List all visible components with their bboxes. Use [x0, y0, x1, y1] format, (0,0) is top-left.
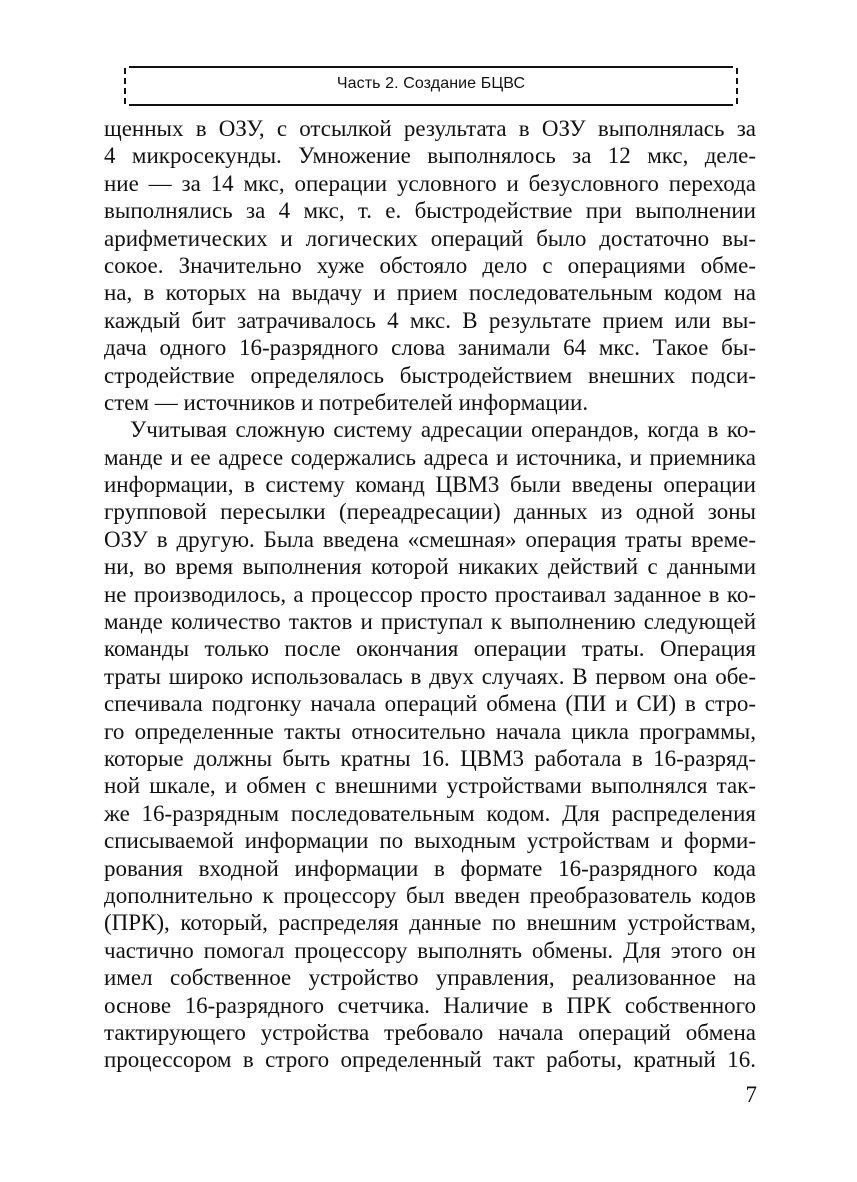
- header-rule-top: [129, 66, 733, 68]
- page-number: 7: [745, 1082, 757, 1107]
- text-line: манде количество тактов и приступал к выполнению следующей: [104, 609, 756, 635]
- body-text: [104, 115, 756, 1074]
- text-line: щенных в ОЗУ, с отсылкой результата в ОЗУ выполнялась за: [104, 116, 756, 141]
- text-line: списываемой информации по выходным устройствам и форми-: [104, 828, 756, 854]
- text-line: сокое. Значительно хуже обстояло дело с операциями обме-: [104, 252, 756, 278]
- paragraph-2: [104, 416, 756, 1073]
- text-line: не производилось, а процессор просто простаивал заданное в ко-: [104, 581, 756, 607]
- text-line: процессором в строго определенный такт работы, кратный 16.: [104, 1047, 756, 1073]
- header-rule-bottom: [129, 104, 733, 106]
- text-line: ние — за 14 мкс, операции условного и безусловного перехода: [104, 170, 756, 196]
- text-line: на, в которых на выдачу и прием последовательным кодом на: [104, 280, 756, 306]
- text-line: траты широко использовалась в двух случаях. В первом она обе-: [104, 663, 756, 689]
- text-line: дополнительно к процессору был введен преобразователь кодов: [104, 882, 756, 908]
- running-header: [124, 66, 738, 106]
- text-line: го определенные такты относительно начала цикла программы,: [104, 718, 756, 744]
- text-line: Учитывая сложную систему адресации операндов, когда в ко-: [130, 417, 756, 443]
- text-line: спечивала подгонку начала операций обмена (ПИ и СИ) в стро-: [104, 691, 756, 717]
- text-line: ОЗУ в другую. Была введена «смешная» операция траты време-: [104, 526, 756, 552]
- text-line: дача одного 16-разрядного слова занимали 64 мкс. Такое бы-: [104, 335, 756, 361]
- text-line: имел собственное устройство управления, реализованное на: [104, 965, 756, 991]
- text-line: тактирующего устройства требовало начала операций обмена: [104, 1019, 756, 1045]
- text-line: рования входной информации в формате 16-разрядного кода: [104, 855, 756, 881]
- text-line: команды только после окончания операции траты. Операция: [104, 636, 756, 662]
- text-line: стем — источников и потребителей информации.: [104, 389, 589, 415]
- text-line: же 16-разрядным последовательным кодом. Для распределения: [104, 800, 756, 826]
- text-line: арифметических и логических операций было достаточно вы-: [104, 225, 756, 251]
- text-line: групповой пересылки (переадресации) данных из одной зоны: [104, 499, 756, 525]
- text-line: выполнялись за 4 мкс, т. е. быстродействие при выполнении: [104, 198, 756, 224]
- text-line: ной шкале, и обмен с внешними устройствами выполнялся так-: [104, 773, 756, 799]
- text-line: каждый бит затрачивалось 4 мкс. В результате прием или вы-: [104, 307, 756, 333]
- text-line: ни, во время выполнения которой никаких действий с данными: [104, 554, 756, 580]
- paragraph-1: [104, 115, 756, 416]
- text-line: информации, в систему команд ЦВМ3 были введены операции: [104, 472, 756, 498]
- running-header-title: Часть 2. Создание БЦВС: [336, 75, 526, 92]
- text-line: манде и ее адресе содержались адреса и источника, и приемника: [104, 444, 756, 470]
- text-line: которые должны быть кратны 16. ЦВМ3 работала в 16-разряд-: [104, 745, 756, 771]
- text-line: (ПРК), который, распределяя данные по внешним устройствам,: [104, 910, 756, 936]
- text-line: 4 микросекунды. Умножение выполнялось за 12 мкс, деле-: [104, 143, 756, 169]
- text-line: частично помогал процессору выполнять обмены. Для этого он: [104, 937, 756, 963]
- text-line: основе 16-разрядного счетчика. Наличие в ПРК собственного: [104, 992, 756, 1018]
- text-line: стродействие определялось быстродействием внешних подси-: [104, 362, 756, 388]
